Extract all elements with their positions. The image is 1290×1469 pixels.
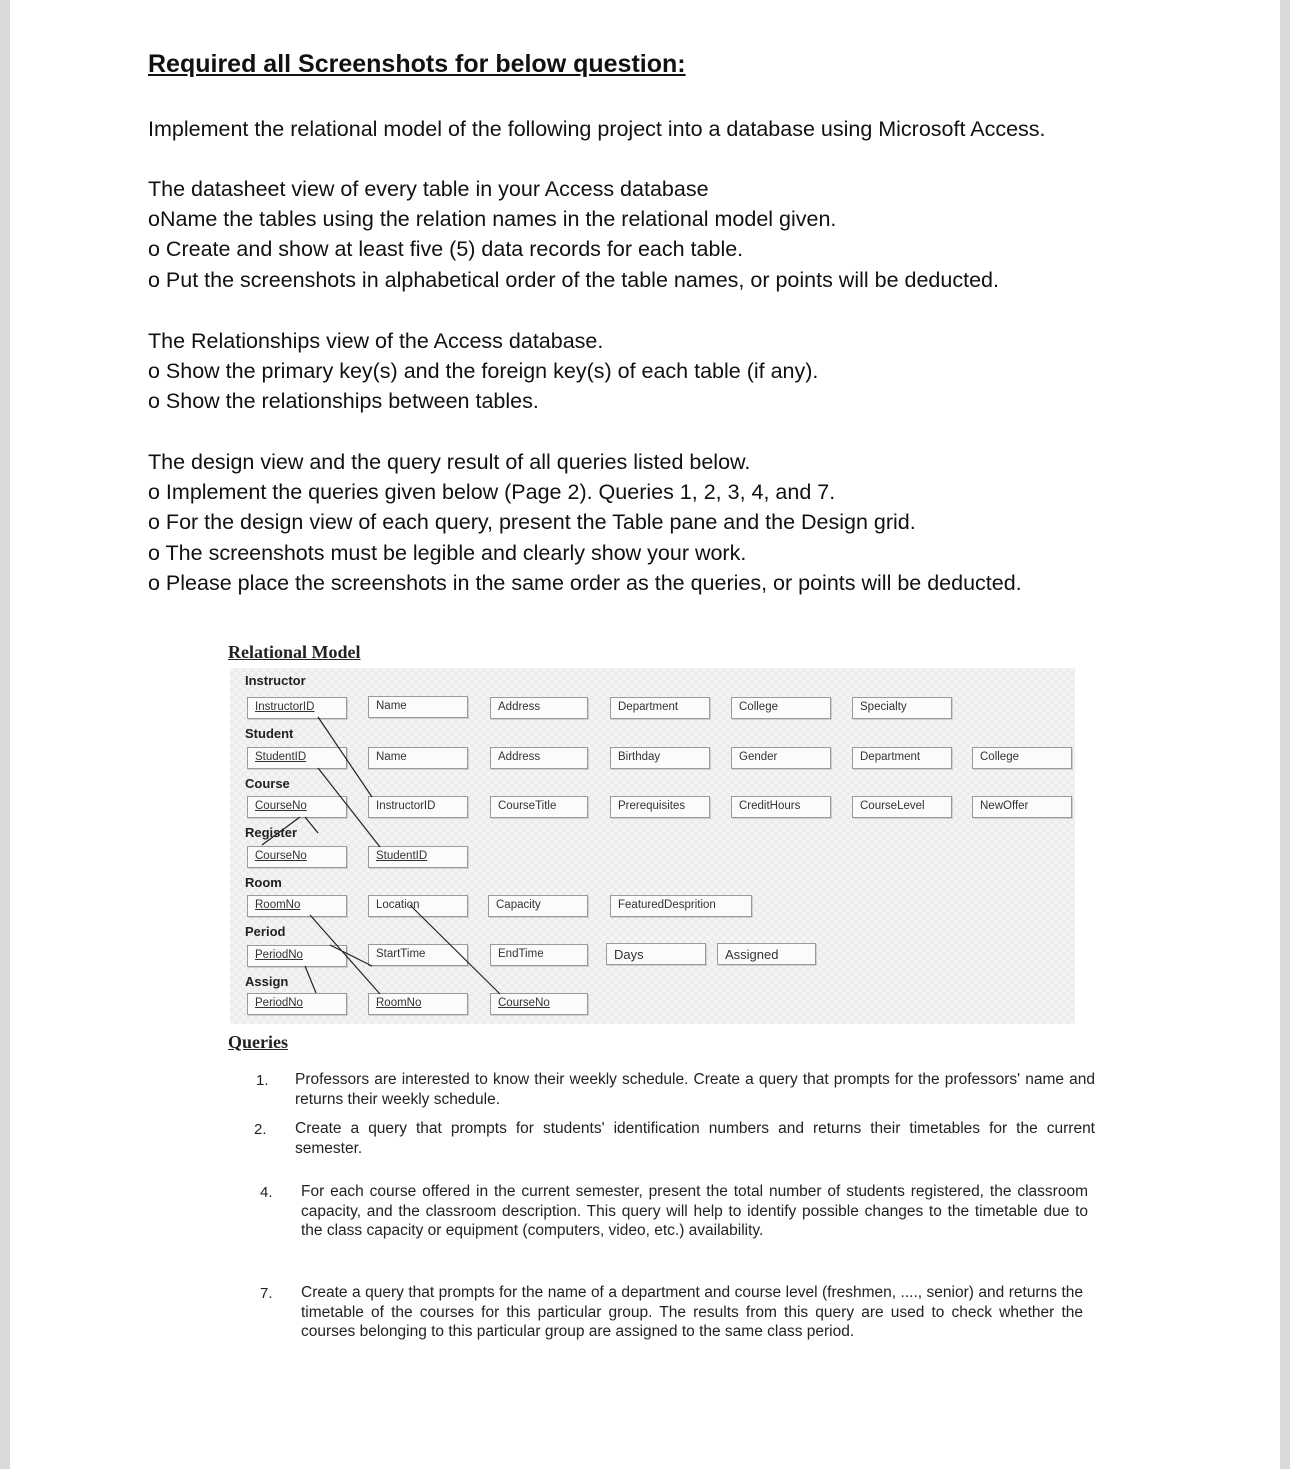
attr-department: Department bbox=[852, 747, 952, 769]
attr-courseno: CourseNo bbox=[247, 846, 347, 868]
datasheet-line: oName the tables using the relation names in the relational model given. bbox=[148, 207, 837, 231]
relational-model-title: Relational Model bbox=[228, 642, 361, 662]
attr-college: College bbox=[731, 697, 831, 719]
table-name-assign: Assign bbox=[245, 974, 289, 989]
design-line: o Please place the screenshots in the same order as the queries, or points will be deducted. bbox=[148, 571, 1022, 595]
query-text: Create a query that prompts for the name of a department and course level (freshmen, ...., senior) and returns the timetable of the courses for this particular group. The results from this query are used to check whether the courses belonging to this particular group are assigned to the same class period. bbox=[301, 1284, 1083, 1340]
table-name-course: Course bbox=[245, 776, 290, 791]
attr-starttime: StartTime bbox=[368, 944, 468, 966]
query-text: Create a query that prompts for students' identification numbers and returns their timetables for the current semester. bbox=[295, 1120, 1095, 1157]
attr-coursetitle: CourseTitle bbox=[490, 796, 588, 818]
attr-gender: Gender bbox=[731, 747, 831, 769]
query-number: 4. bbox=[260, 1184, 273, 1201]
page-heading: Required all Screenshots for below question: bbox=[148, 50, 686, 78]
attr-address: Address bbox=[490, 747, 588, 769]
design-line: o The screenshots must be legible and clearly show your work. bbox=[148, 541, 747, 565]
relationships-line: o Show the primary key(s) and the foreign key(s) of each table (if any). bbox=[148, 359, 819, 383]
attr-studentid: StudentID bbox=[368, 846, 468, 868]
relationships-line: o Show the relationships between tables. bbox=[148, 389, 539, 413]
attr-specialty: Specialty bbox=[852, 697, 952, 719]
attr-credithours: CreditHours bbox=[731, 796, 831, 818]
attr-address: Address bbox=[490, 697, 588, 719]
table-name-register: Register bbox=[245, 825, 298, 840]
attr-roomno: RoomNo bbox=[368, 993, 468, 1015]
attr-capacity: Capacity bbox=[488, 895, 588, 917]
query-number: 1. bbox=[256, 1072, 269, 1089]
query-number: 7. bbox=[260, 1285, 273, 1302]
relational-model-diagram bbox=[230, 668, 1075, 1024]
attr-periodno: PeriodNo bbox=[247, 945, 347, 967]
attr-days: Days bbox=[606, 943, 706, 965]
attr-college: College bbox=[972, 747, 1072, 769]
query-text: Professors are interested to know their weekly schedule. Create a query that prompts for the professors' name and returns their weekly schedule. bbox=[295, 1071, 1095, 1108]
query-number: 2. bbox=[254, 1121, 267, 1138]
datasheet-line: o Create and show at least five (5) data records for each table. bbox=[148, 237, 744, 261]
attr-studentid: StudentID bbox=[247, 747, 347, 769]
table-name-period: Period bbox=[245, 924, 286, 939]
attr-name: Name bbox=[368, 696, 468, 718]
attr-endtime: EndTime bbox=[490, 944, 588, 966]
table-name-instructor: Instructor bbox=[245, 673, 306, 688]
attr-prerequisites: Prerequisites bbox=[610, 796, 710, 818]
attr-periodno: PeriodNo bbox=[247, 993, 347, 1015]
attr-roomno: RoomNo bbox=[247, 895, 347, 917]
attr-birthday: Birthday bbox=[610, 747, 710, 769]
design-line: The design view and the query result of all queries listed below. bbox=[148, 450, 751, 474]
table-name-student: Student bbox=[245, 726, 294, 741]
attr-department: Department bbox=[610, 697, 710, 719]
design-line: o For the design view of each query, present the Table pane and the Design grid. bbox=[148, 510, 916, 534]
attr-newoffer: NewOffer bbox=[972, 796, 1072, 818]
attr-courselevel: CourseLevel bbox=[852, 796, 952, 818]
relationships-line: The Relationships view of the Access database. bbox=[148, 329, 604, 353]
attr-location: Location bbox=[368, 895, 468, 917]
datasheet-line: The datasheet view of every table in your Access database bbox=[148, 177, 709, 201]
attr-name: Name bbox=[368, 747, 468, 769]
queries-title: Queries bbox=[228, 1032, 288, 1052]
attr-featureddesprition: FeaturedDesprition bbox=[610, 895, 752, 917]
attr-instructorid: InstructorID bbox=[247, 697, 347, 719]
table-name-room: Room bbox=[245, 875, 282, 890]
query-text: For each course offered in the current semester, present the total number of students registered, the classroom capacity, and the classroom description. This query will help to identify possible changes to the timetable due to the class capacity or equipment (computers, video, etc.) availability. bbox=[301, 1183, 1088, 1239]
datasheet-line: o Put the screenshots in alphabetical order of the table names, or points will be deducted. bbox=[148, 268, 999, 292]
attr-assigned: Assigned bbox=[717, 943, 816, 965]
attr-courseno: CourseNo bbox=[490, 993, 588, 1015]
design-line: o Implement the queries given below (Page 2). Queries 1, 2, 3, 4, and 7. bbox=[148, 480, 836, 504]
intro-text: Implement the relational model of the following project into a database using Microsoft Access. bbox=[148, 117, 1046, 141]
attr-instructorid: InstructorID bbox=[368, 796, 468, 818]
attr-courseno: CourseNo bbox=[247, 796, 347, 818]
